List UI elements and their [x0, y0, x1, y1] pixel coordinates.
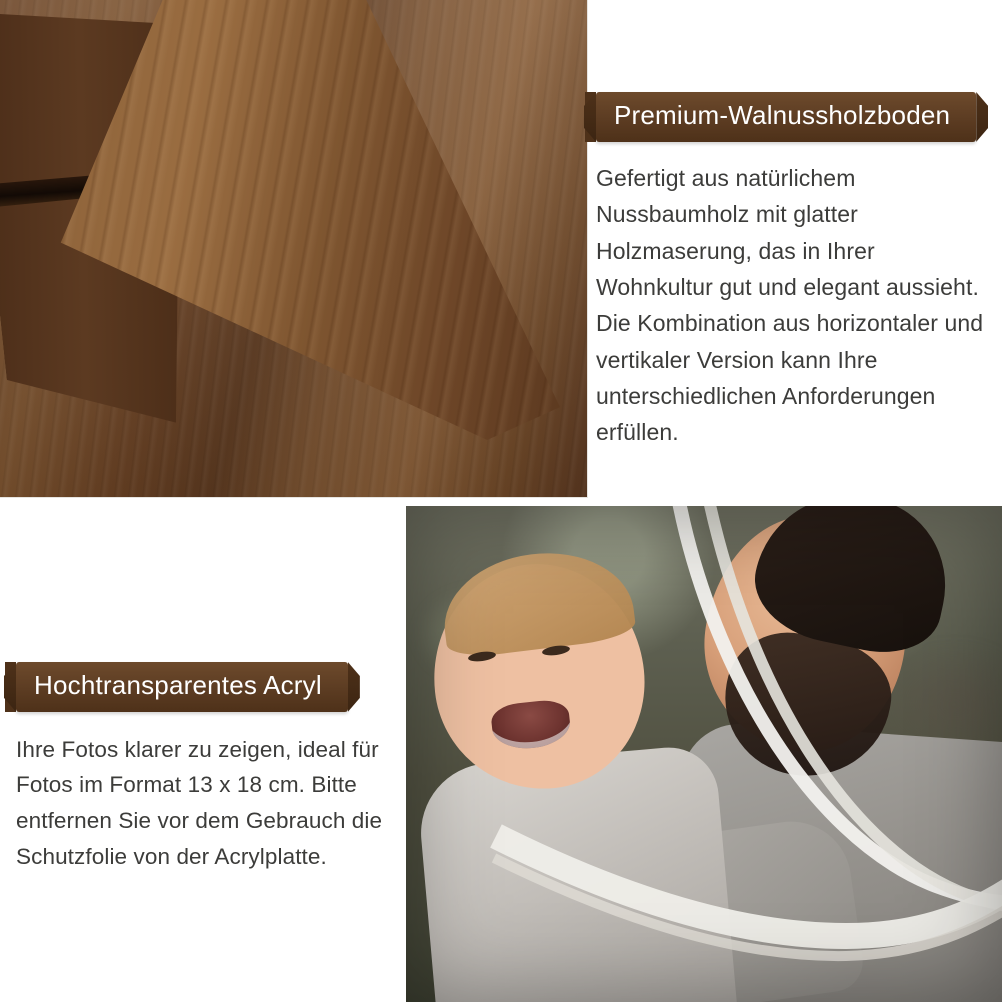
white-strap	[406, 506, 1002, 1002]
ribbon-tail-left-icon	[584, 92, 596, 142]
feature-block-clear-acrylic	[16, 662, 398, 874]
ribbon-tail-right-icon	[348, 662, 360, 712]
feature-body-1: Gefertigt aus natürlichem Nussbaumholz mit glatter Holzmaserung, das in Ihrer Wohnkultur gut und elegant aussieht. Die Kombination aus horizontaler und vertikaler Version kann Ihre unterschiedlichen Anforderungen erfüllen.	[596, 164, 984, 446]
ribbon-tail-right-icon	[976, 92, 988, 142]
feature-heading-1-label: Premium-Walnussholzboden	[614, 100, 951, 130]
feature-heading-ribbon-1	[596, 92, 976, 142]
feature-body-2: Ihre Fotos klarer zu zeigen, ideal für Fotos im Format 13 x 18 cm. Bitte entfernen Sie vor dem Gebrauch die Schutzfolie von der Acrylplatte.	[16, 736, 383, 869]
family-photo	[406, 506, 1002, 1002]
feature-heading-2-label: Hochtransparentes Acryl	[34, 670, 322, 700]
ribbon-tail-left-icon	[4, 662, 16, 712]
feature-heading-ribbon-2	[16, 662, 348, 712]
walnut-stand-photo	[0, 0, 588, 498]
feature-block-walnut-base	[596, 92, 994, 451]
